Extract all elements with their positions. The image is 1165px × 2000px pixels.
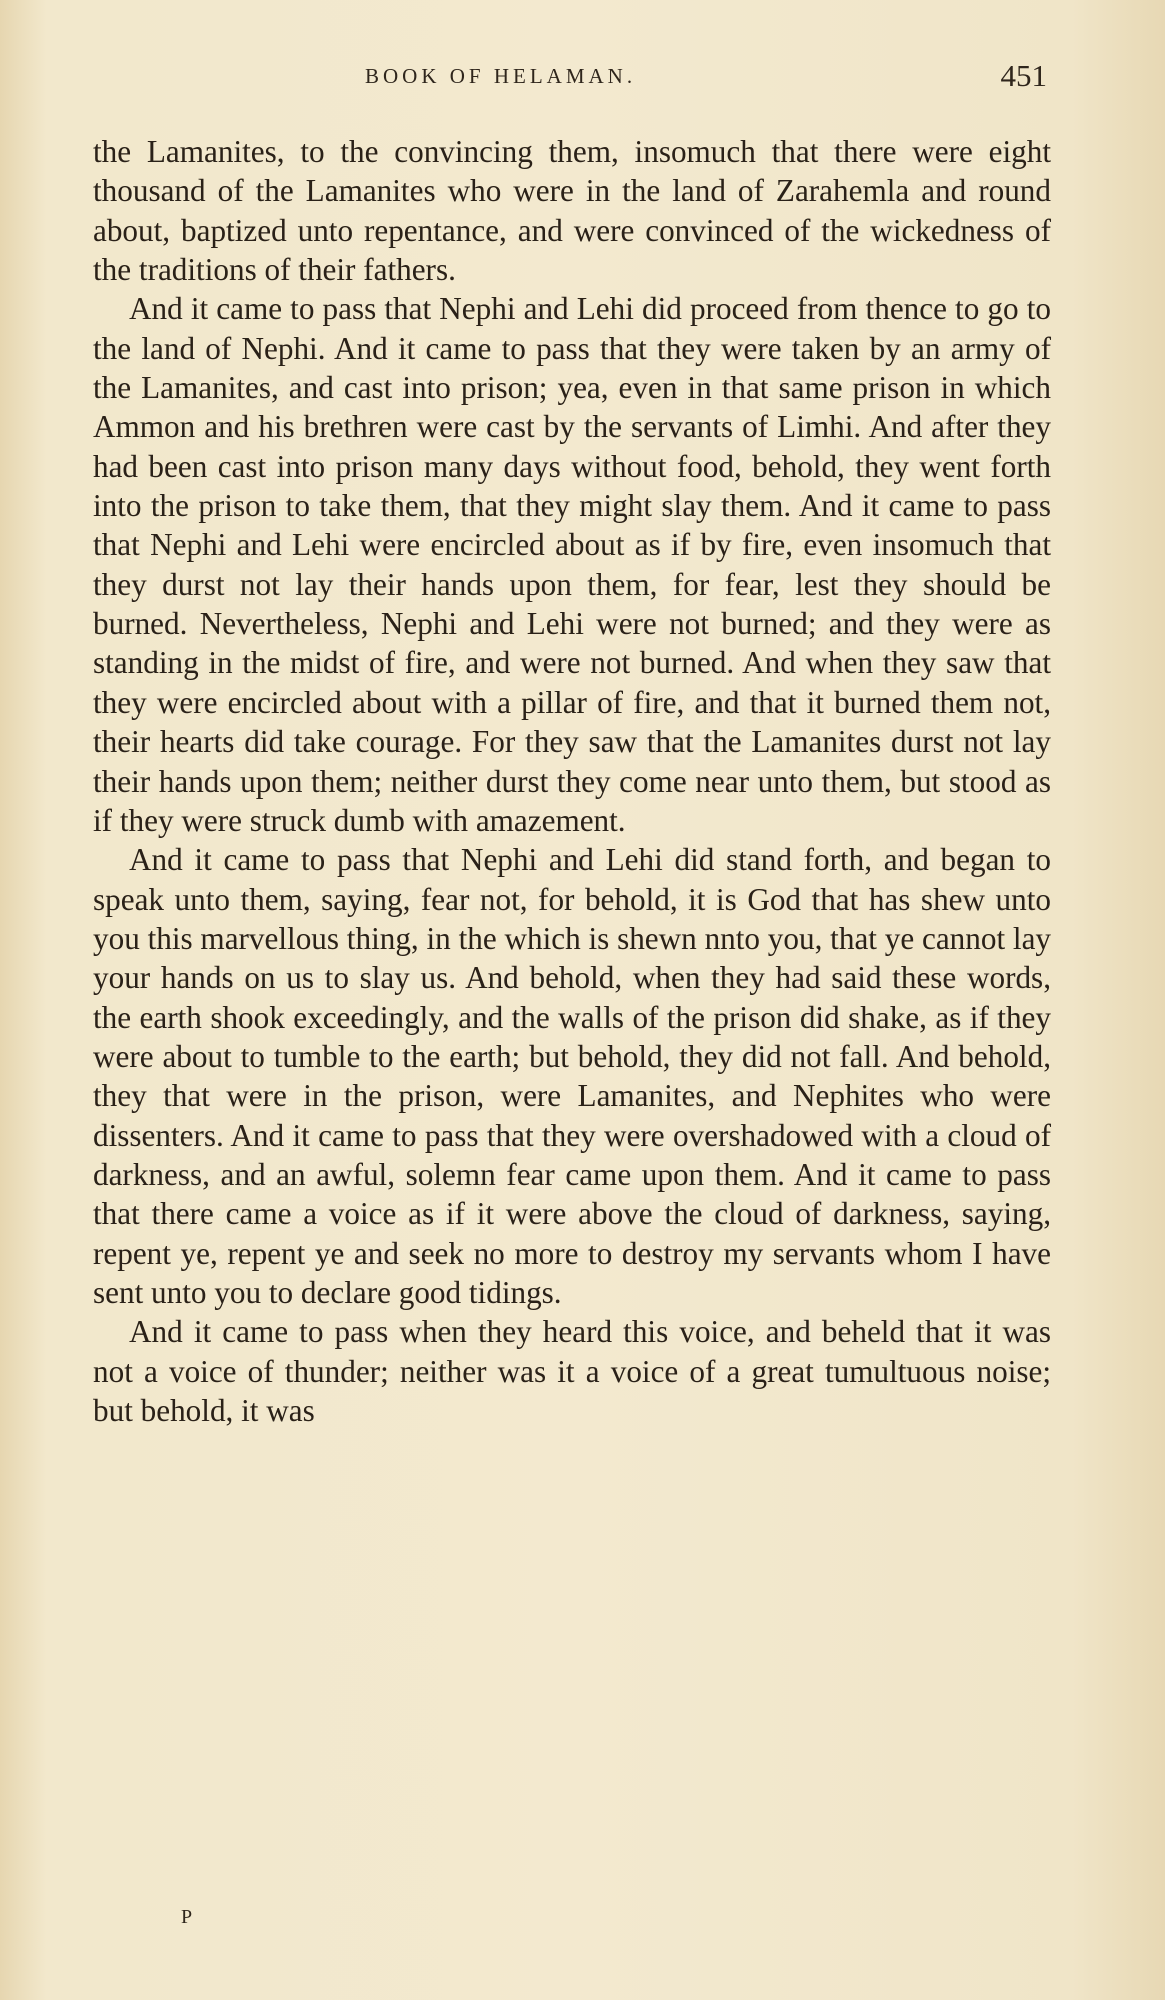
signature-mark: P xyxy=(181,1906,193,1928)
paragraph-4: And it came to pass when they heard this voice, and beheld that it was not a voice of thunder; neither was it a voice of a great tumultuous noise; but behold, it was xyxy=(93,1314,1051,1428)
running-title: BOOK OF HELAMAN. xyxy=(365,64,637,88)
page-body xyxy=(93,132,1051,1430)
page-number: 451 xyxy=(1000,58,1047,93)
paragraph-1: the Lamanites, to the convincing them, insomuch that there were eight thousand of the Lamanites who were in the land of Zarahemla and round about, baptized unto repentance, and were convinced of the wickedness of the traditions of their fathers. xyxy=(93,134,1051,288)
page-header xyxy=(95,58,1055,108)
paragraph-2: And it came to pass that Nephi and Lehi did proceed from thence to go to the land of Nephi. And it came to pass that they were taken by an army of the Lamanites, and cast into prison; yea, even in that same prison in which Ammon and his brethren were cast by the servants of Limhi. And after they had been cast into prison many days without food, behold, they went forth into the prison to take them, that they might slay them. And it came to pass that Nephi and Lehi were encircled about as if by fire, even insomuch that they durst not lay their hands upon them, for fear, lest they should be burned. Nevertheless, Nephi and Lehi were not burned; and they were as standing in the midst of fire, and were not burned. And when they saw that they were encircled about with a pillar of fire, and that it burned them not, their hearts did take courage. For they saw that the Lamanites durst not lay their hands upon them; neither durst they come near unto them, but stood as if they were struck dumb with amazement. xyxy=(93,291,1051,838)
paragraph-3: And it came to pass that Nephi and Lehi did stand forth, and began to speak unto them, saying, fear not, for behold, it is God that has shew unto you this marvellous thing, in the which is shewn nnto you, that ye cannot lay your hands on us to slay us. And behold, when they had said these words, the earth shook exceedingly, and the walls of the prison did shake, as if they were about to tumble to the earth; but behold, they did not fall. And behold, they that were in the prison, were Lamanites, and Nephites who were dissenters. And it came to pass that they were overshadowed with a cloud of darkness, and an awful, solemn fear came upon them. And it came to pass that there came a voice as if it were above the cloud of darkness, saying, repent ye, repent ye and seek no more to destroy my servants whom I have sent unto you to declare good tidings. xyxy=(93,842,1052,1310)
